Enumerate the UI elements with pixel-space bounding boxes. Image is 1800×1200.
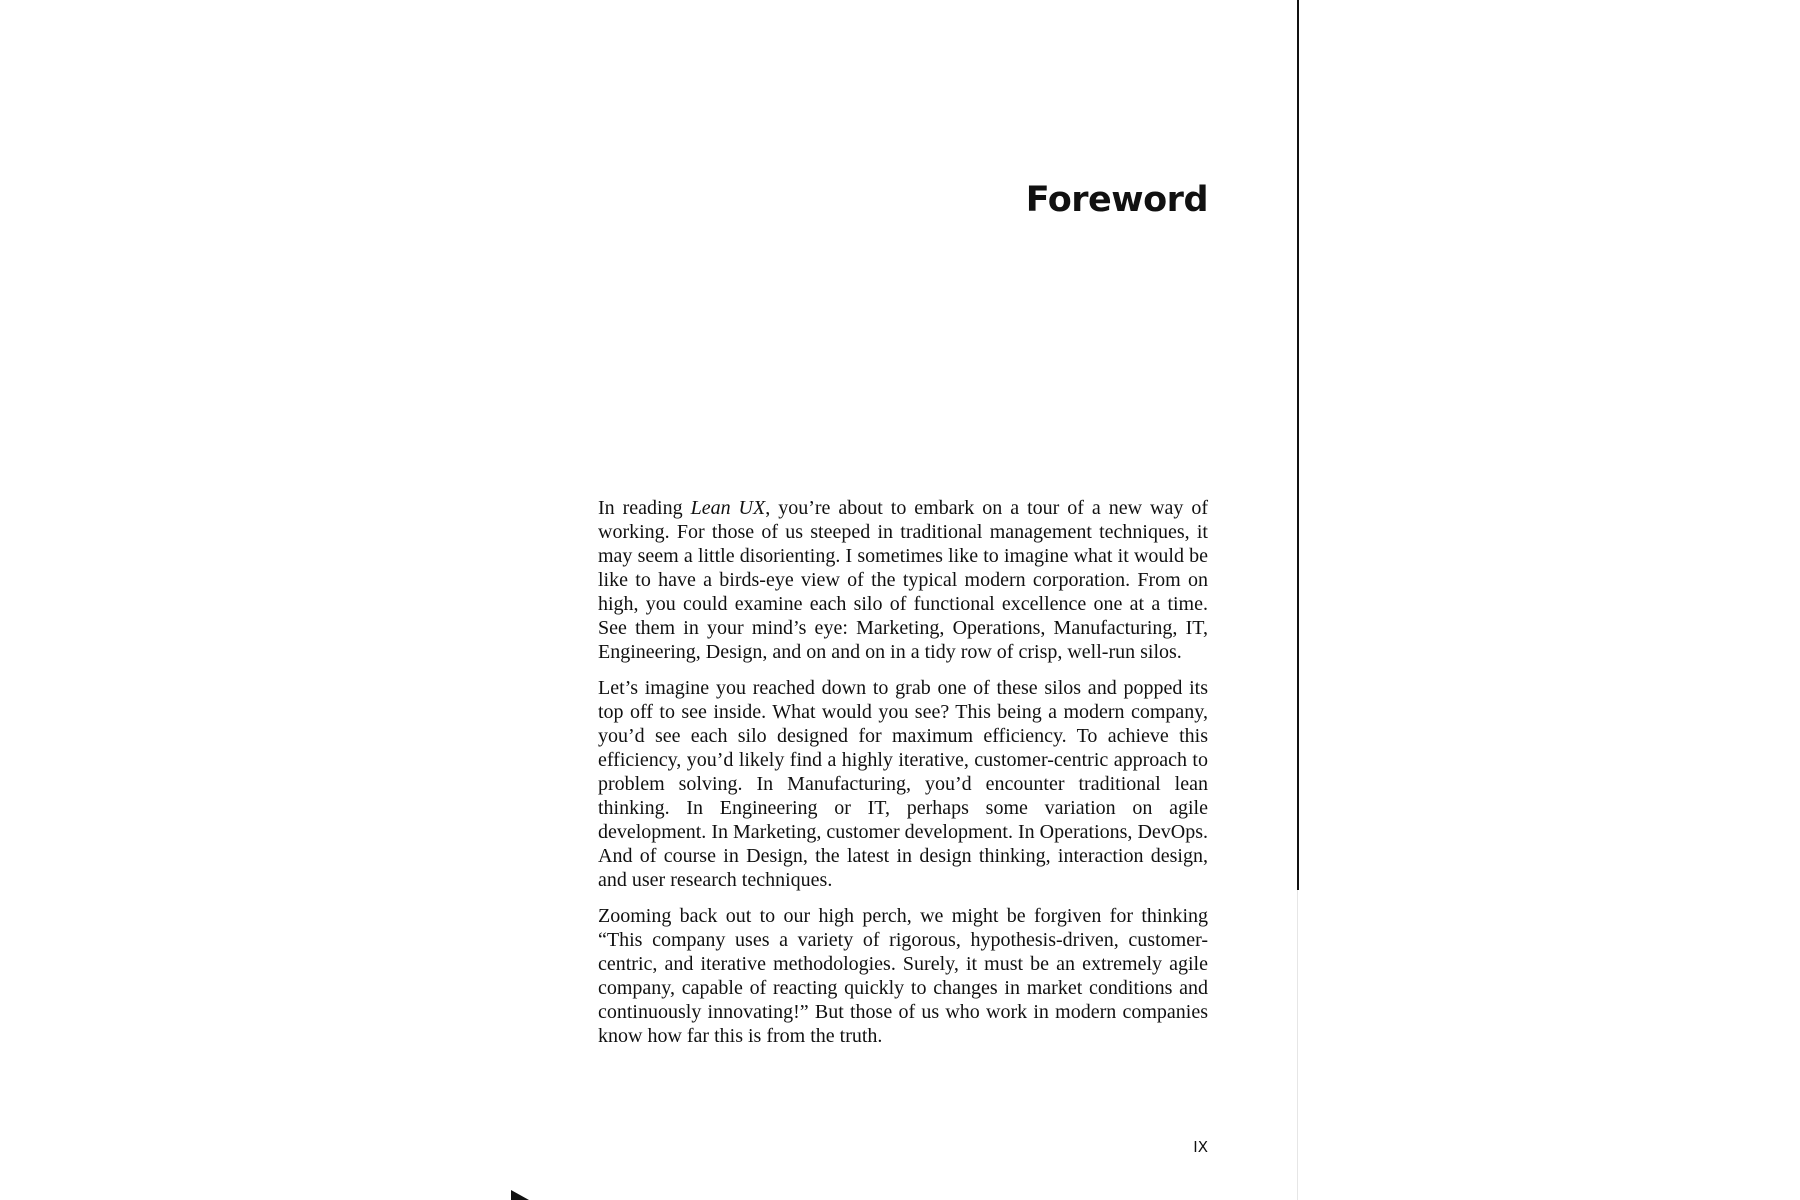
paragraph-text: , you’re about to embark on a tour of a new way of working. For those of us steeped in traditional management techniques, it may seem a little disorienting. I sometimes like to imagine what it would be like to have a birds-eye view of the typical modern corporation. From on high, you could examine each silo of functional excellence one at a time. See them in your mind’s eye: Marketing, Operations, Manufacturing, IT, Engineering, Design, and on and on in a tidy row of crisp, well-run silos. <box>598 497 1208 663</box>
body-text <box>598 496 1208 1060</box>
chapter-title: Foreword <box>1025 180 1208 220</box>
paragraph <box>598 676 1208 892</box>
paragraph-text: In reading <box>598 497 691 519</box>
page-gutter-line <box>1297 0 1299 890</box>
corner-crop-mark <box>511 1190 529 1200</box>
page-gutter-line-faint <box>1297 890 1298 1200</box>
paragraph <box>598 496 1208 664</box>
page-number: IX <box>1193 1138 1208 1156</box>
paragraph-text: Let’s imagine you reached down to grab one of these silos and popped its top off to see inside. What would you see? This being a modern company, you’d see each silo designed for maximum efficiency. To achieve this efficiency, you’d likely find a highly iterative, customer-centric approach to problem solving. In Manufacturing, you’d encounter traditional lean thinking. In Engineering or IT, perhaps some variation on agile development. In Marketing, customer development. In Operations, DevOps. And of course in Design, the latest in design thinking, interaction design, and user research techniques. <box>598 677 1208 891</box>
paragraph-text: Zooming back out to our high perch, we might be forgiven for thinking “This company uses a variety of rigorous, hypothesis-driven, customer-centric, and iterative methodologies. Surely, it must be an extremely agile company, capable of reacting quickly to changes in market conditions and continuously innovating!” But those of us who work in modern companies know how far this is from the truth. <box>598 905 1208 1047</box>
paragraph <box>598 904 1208 1048</box>
book-title-italic: Lean UX <box>690 497 766 519</box>
